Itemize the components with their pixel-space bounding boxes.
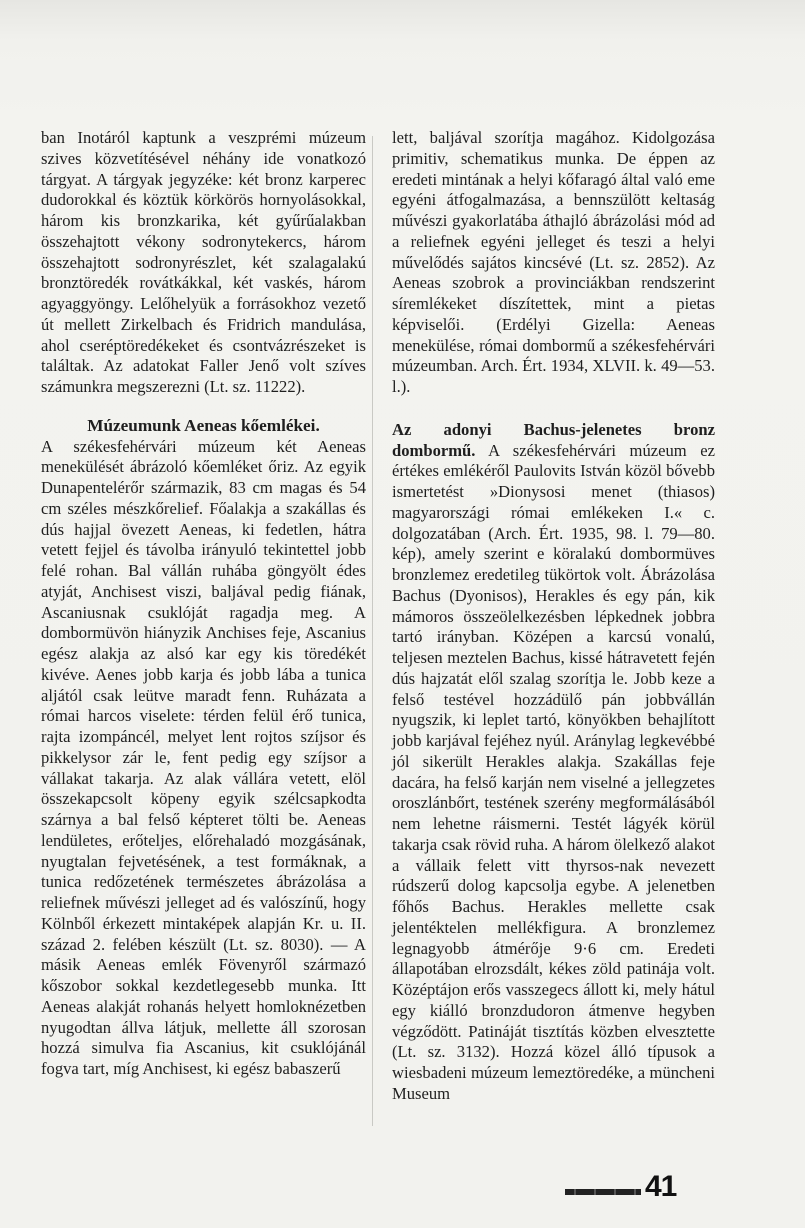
- decorative-bar: [565, 1189, 641, 1195]
- paragraph: lett, baljával szorítja magához. Kidolgozása primitiv, schematikus munka. De éppen az eredeti mintának a helyi kőfaragó által való eme egyéni átfogalmazása, a bennszülött keltaság művészi gyakorlatába áthajló ábrázolási mód ad a reliefnek egyéni jelleget és teszi a helyi művelődés sajátos kincsévé (Lt. sz. 2852). Az Aeneas szobrok a provinciákban rendszerint síremlékeket díszítettek, mint a pietas képviselői. (Erdélyi Gizella: Aeneas menekülése, római dombormű a székesfehérvári múzeumban. Arch. Ért. 1934, XLVII. k. 49—53. l.).: [392, 128, 715, 396]
- section-heading-bold: Az adonyi Bachus-jelenetes bronz dombormű.: [392, 419, 715, 460]
- section-heading: Múzeumunk Aeneas kőemlékei.: [87, 415, 320, 435]
- page-number: 41: [645, 1170, 677, 1203]
- paragraph: ban Inotáról kaptunk a veszprémi múzeum szives közvetítésével néhány ide vonatkozó tárgyat. A tárgyak jegyzéke: két bronz karperec dudorokkal és köztük körkörös hornyolásokkal, három kis bronzkarika, két gyűrűalakban összehajtott vékony sodronytekercs, három összehajtott sodronyrészlet, két szalagalakú bronztöredék rovátkákkal, két vaskés, három agyaggyöngy. Lelőhelyük a forrásokhoz vezető út mellett Zirkelbach és Fridrich mandulása, ahol cseréptöredékeket és csontvázrészeket is találtak. Az adatokat Faller Jenő volt szíves számunkra megszerezni (Lt. sz. 11222).: [41, 128, 366, 396]
- column-divider: [372, 136, 373, 1126]
- section-heading: [392, 420, 715, 1105]
- right-column: [392, 128, 715, 1105]
- paragraph: A székesfehérvári múzeum két Aeneas menekülését ábrázoló kőemléket őriz. Az egyik Dunapentelérőr származik, 83 cm magas és 54 cm széles mészkőrelief. Főalakja a szakállas és dús hajjal övezett Aeneas, ki fedetlen, hátra vetett fejjel és távolba irányuló tekintettel jobb felé rohan. Bal vállán ruhába göngyölt édes atyját, Anchisest viszi, baljával pedig fiának, Ascaniusnak csuklóját ragadja meg. A dombormüvön hiányzik Anchises feje, Ascanius egész alakja az alsó kar egy kis töredékét kivéve. Aenes jobb karja és jobb lába a tunica aljától csak leütve maradt fenn. Ruházata a római harcos viselete: térden felül érő tunica, rajta izompáncél, melyet lent rojtos szíjsor és pikkelysor zár le, fent pedig egy szíjsor a vállakat takarja. Az alak vállára vetett, elöl összekapcsolt köpeny egyik szélcsapkodta szárnya a bal felső képteret tölti be. Aeneas lendületes, erőteljes, előrehaladó mozgásának, nyugtalan fejvetésének, a test formáknak, a tunica redőzetének természetes ábrázolása a reliefnek művészi jelleget ad és valószínű, hogy Kölnből érkezett mintaképek alapján Kr. u. II. század 2. felében készült (Lt. sz. 8030). — A másik Aeneas emlék Fövenyről származó kőszobor sokkal kezdetlegesebb munka. Itt Aeneas alakját rohanás helyett homloknézetben nyugodtan állva látjuk, mellette áll szorosan hozzá simulva fia Ascanius, kit csuklójánál fogva tart, míg Anchisest, ki egész babaszerű: [41, 436, 366, 1078]
- page-footer: [565, 1170, 695, 1210]
- left-column: [41, 128, 366, 1080]
- paragraph: A székesfehérvári múzeum ez értékes emlékéről Paulovits István közöl bővebb ismertetést »Dionysosi menet (thiasos) magyarországi római emlékeken I.« c. dolgozatában (Arch. Ért. 1935, 98. l. 79—80. kép), amely szerint e köralakú dombormüves bronzlemez eredetileg tükörtok volt. Ábrázolása Bachus (Dyonisos), Herakles és egy pán, kik mámoros összeölelkezésben lépkednek jobbra tartó irányban. Középen a karcsú vonalú, teljesen meztelen Bachus, kissé hátravetett fején dús hajzatát elől szalag szorítja le. Jobb keze a felső testével hozzádülő pán jobbvállán nyugszik, ki leplet tartó, könyökben behajlított jobb karjával fejéhez nyúl. Aránylag legkevébbé jól sikerült Herakles alakja. Szakállas feje dacára, ha felső karján nem viselné a jellegzetes oroszlánbőrt, testének szerény megformálásából nem lehetne ráismerni. Testét lágyék körül takarja csak rövid ruha. A három ölelkező alakot a vállaik felett vitt thyrsos-nak nevezett rúdszerű dolog kapcsolja egybe. A jelenetben főhős Bachus. Herakles mellette csak jelentéktelen mellékfigura. A bronzlemez legnagyobb átmérője 9·6 cm. Eredeti állapotában elrozsdált, kékes zöld patinája volt. Középtájon erős vasszegecs állott ki, mely hátul egy kiálló bronzdudoron átmenve hegyben végződött. Patináját tisztítás közben elvesztette (Lt. sz. 3132). Hozzá közel álló típusok a wiesbadeni múzeum lemeztöredéke, a müncheni Museum: [392, 440, 715, 1103]
